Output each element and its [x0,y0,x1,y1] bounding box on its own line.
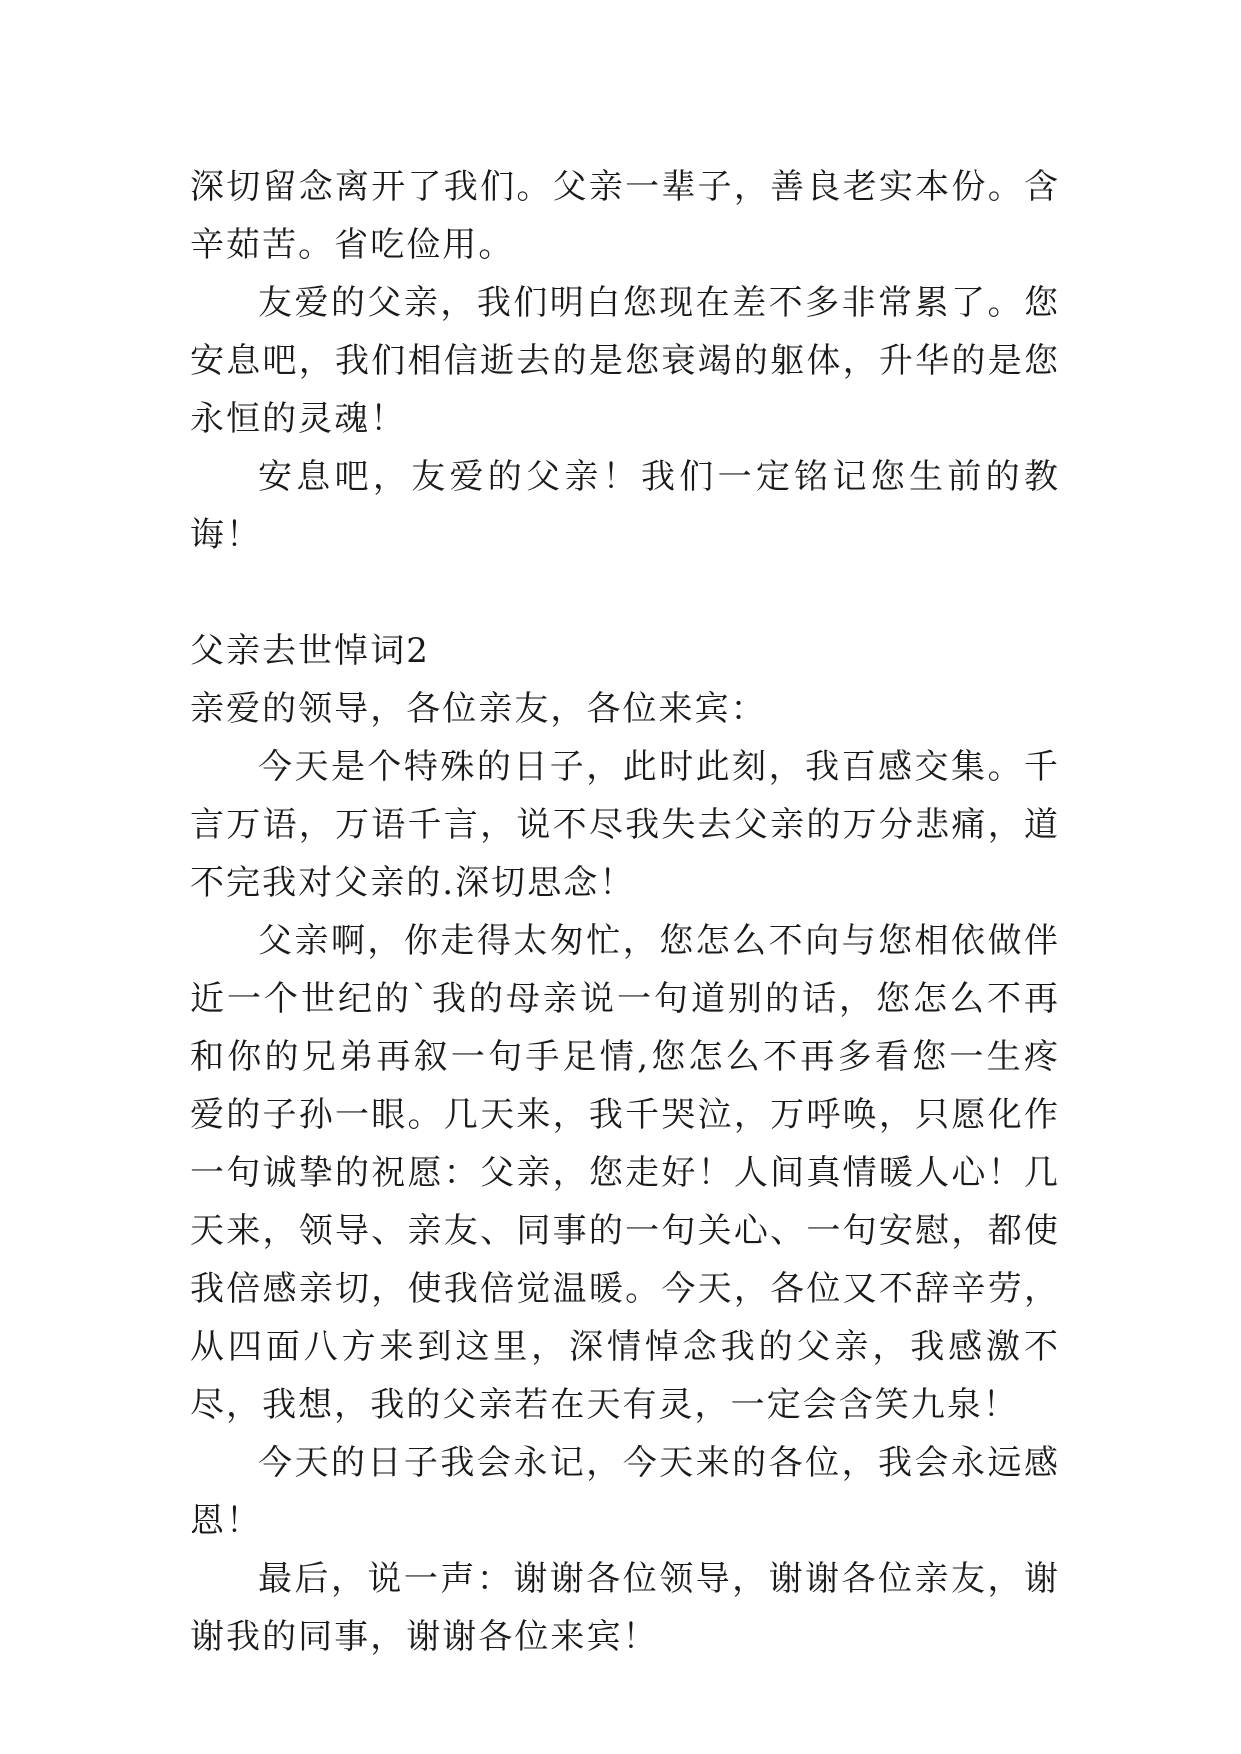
paragraph: 今天是个特殊的日子，此时此刻，我百感交集。千言万语，万语千言，说不尽我失去父亲的万分悲痛，道不完我对父亲的.深切思念！ [190,747,1060,903]
paragraph: 安息吧，友爱的父亲！我们一定铭记您生前的教诲！ [190,457,1060,555]
paragraph-continuation: 深切留念离开了我们。父亲一辈子，善良老实本份。含辛茹苦。省吃俭用。 [190,167,1060,265]
document-body [190,158,1060,1666]
section-title: 父亲去世悼词2 [190,631,430,671]
salutation: 亲爱的领导，各位亲友，各位来宾： [190,689,767,729]
paragraph: 友爱的父亲，我们明白您现在差不多非常累了。您安息吧，我们相信逝去的是您衰竭的躯体，升华的是您永恒的灵魂！ [190,283,1060,439]
paragraph: 父亲啊，你走得太匆忙，您怎么不向与您相依做伴近一个世纪的`我的母亲说一句道别的话，您怎么不再和你的兄弟再叙一句手足情,您怎么不再多看您一生疼爱的子孙一眼。几天来，我千哭泣，万呼唤，只愿化作一句诚挚的祝愿：父亲，您走好！人间真情暖人心！几天来，领导、亲友、同事的一句关心、一句安慰，都使我倍感亲切，使我倍觉温暖。今天，各位又不辞辛劳，从四面八方来到这里，深情悼念我的父亲，我感激不尽，我想，我的父亲若在天有灵，一定会含笑九泉！ [190,921,1060,1425]
paragraph: 最后，说一声：谢谢各位领导，谢谢各位亲友，谢谢我的同事，谢谢各位来宾！ [190,1559,1060,1657]
paragraph: 今天的日子我会永记，今天来的各位，我会永远感恩！ [190,1443,1060,1541]
